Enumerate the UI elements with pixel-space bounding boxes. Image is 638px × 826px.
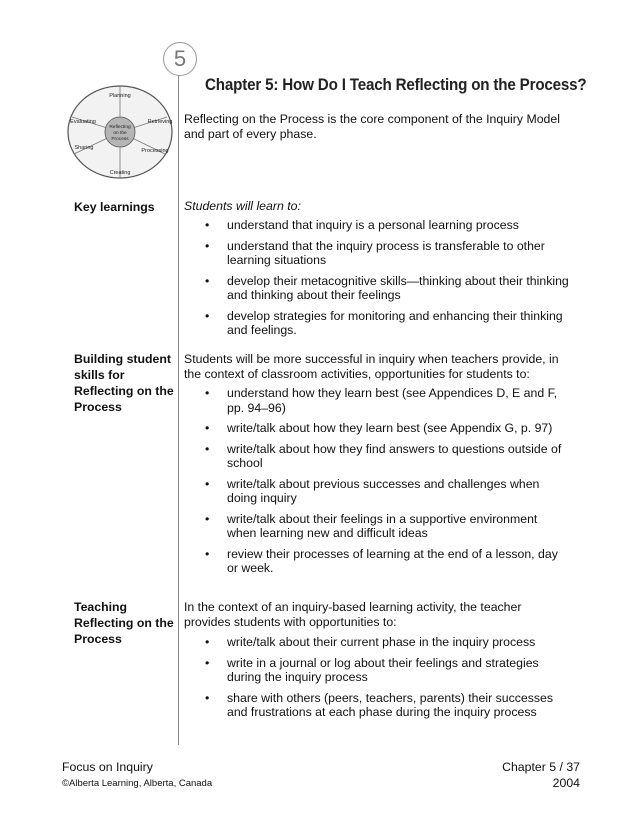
teaching-list [205,635,570,726]
list-item: • understand how they learn best (see Appendices D, E and F, pp. 94–96) [205,386,570,415]
list-item: • write/talk about their feelings in a supportive environment when learning new and difficult ideas [205,512,570,541]
wheel-label-planning: Planning [109,93,131,99]
chapter-number-badge: 5 [163,42,197,76]
teaching-heading: Teaching Reflecting on the Process [74,600,174,646]
list-item: • share with others (peers, teachers, parents) their successes and frustrations at each phase during the inquiry process [205,691,570,720]
list-item: • write/talk about how they learn best (see Appendix G, p. 97) [205,421,570,436]
key-learnings-lead: Students will learn to: [184,199,301,213]
wheel-label-evaluating: Evaluating [70,119,96,125]
wheel-label-creating: Creating [109,170,131,176]
wheel-center-line-2: on the [113,131,127,136]
list-item: • develop their metacognitive skills—thinking about their thinking and thinking about their feelings [205,274,570,303]
page-title: Chapter 5: How Do I Teach Reflecting on the Process? [205,76,587,94]
list-item: • understand that inquiry is a personal learning process [205,218,570,233]
wheel-label-processing: Processing [141,148,169,154]
column-divider [178,75,179,745]
footer-year: 2004 [552,776,580,790]
footer-copyright: ©Alberta Learning, Alberta, Canada [62,778,213,789]
footer-page-number: Chapter 5 / 37 [502,760,580,774]
building-skills-list [205,386,570,582]
list-item: • write in a journal or log about their feelings and strategies during the inquiry process [205,656,570,685]
wheel-center-line-1: Reflecting [109,125,131,130]
key-learnings-list [205,218,570,344]
wheel-label-sharing: Sharing [74,145,94,151]
wheel-label-retrieving: Retrieving [147,119,173,125]
list-item: • write/talk about their current phase in the inquiry process [205,635,570,650]
inquiry-model-wheel [62,82,178,182]
building-skills-lead: Students will be more successful in inquiry when teachers provide, in the context of classroom activities, opportunities for students to: [184,352,559,382]
key-learnings-heading: Key learnings [74,200,155,214]
footer-publication: Focus on Inquiry [62,760,153,774]
intro-paragraph: Reflecting on the Process is the core component of the Inquiry Model and part of every phase. [184,112,560,142]
list-item: • understand that the inquiry process is transferable to other learning situations [205,239,570,268]
list-item: • write/talk about how they find answers to questions outside of school [205,442,570,471]
list-item: • write/talk about previous successes and challenges when doing inquiry [205,477,570,506]
teaching-lead: In the context of an inquiry-based learning activity, the teacher provides students with opportunities to: [184,600,522,630]
list-item: • develop strategies for monitoring and enhancing their thinking and feelings. [205,309,570,338]
wheel-center-line-3: Process [111,137,129,142]
list-item: • review their processes of learning at the end of a lesson, day or week. [205,547,570,576]
building-skills-heading: Building student skills for Reflecting on the Process [74,352,174,414]
